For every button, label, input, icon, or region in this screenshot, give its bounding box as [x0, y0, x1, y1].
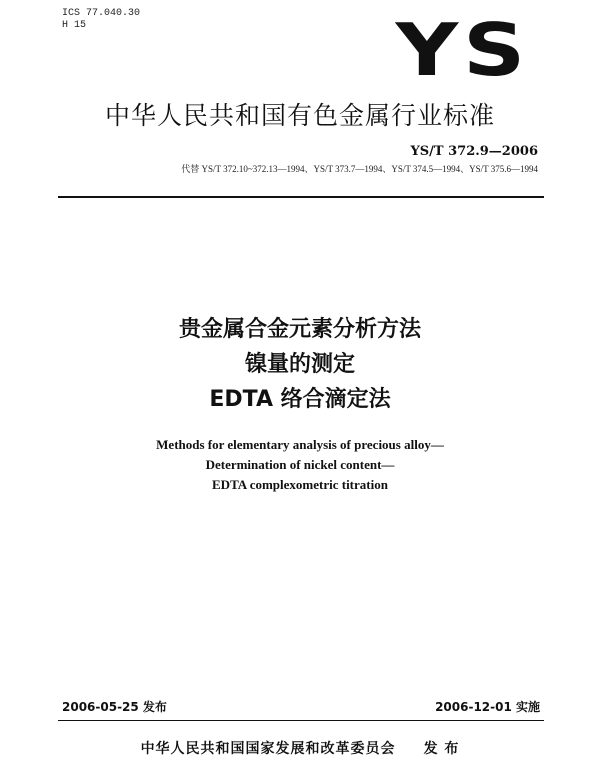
- title-en-line2: Determination of nickel content—: [205, 457, 395, 472]
- classification-codes: [62, 8, 140, 32]
- publish-word: 发 布: [423, 741, 460, 757]
- publisher-name: 中华人民共和国国家发展和改革委员会: [140, 741, 396, 757]
- title-cn-line2: 镍量的测定: [244, 352, 355, 377]
- implement-date: 2006-12-01 实施: [435, 700, 540, 714]
- standard-number: YS/T 372.9—2006: [410, 144, 538, 159]
- header-divider: [58, 196, 544, 198]
- replaces-note: 代替 YS/T 372.10~372.13—1994、YS/T 373.7—1994、YS/T 374.5—1994、YS/T 375.6—1994: [181, 164, 538, 174]
- organization-title: 中华人民共和国有色金属行业标准: [104, 101, 495, 130]
- title-cn-line3: EDTA 络合滴定法: [209, 387, 391, 412]
- issue-date: 2006-05-25 发布: [62, 700, 167, 714]
- ics-code: ICS 77.040.30: [62, 8, 141, 19]
- publisher-line: [0, 738, 600, 758]
- title-cn-line1: 贵金属合金元素分析方法: [178, 317, 421, 342]
- title-en-line3: EDTA complexometric titration: [212, 477, 388, 492]
- footer-divider: [58, 720, 544, 721]
- ccs-code: H 15: [62, 20, 87, 31]
- title-en-line1: Methods for elementary analysis of precious alloy—: [156, 437, 444, 452]
- ys-logo: YS: [395, 8, 530, 92]
